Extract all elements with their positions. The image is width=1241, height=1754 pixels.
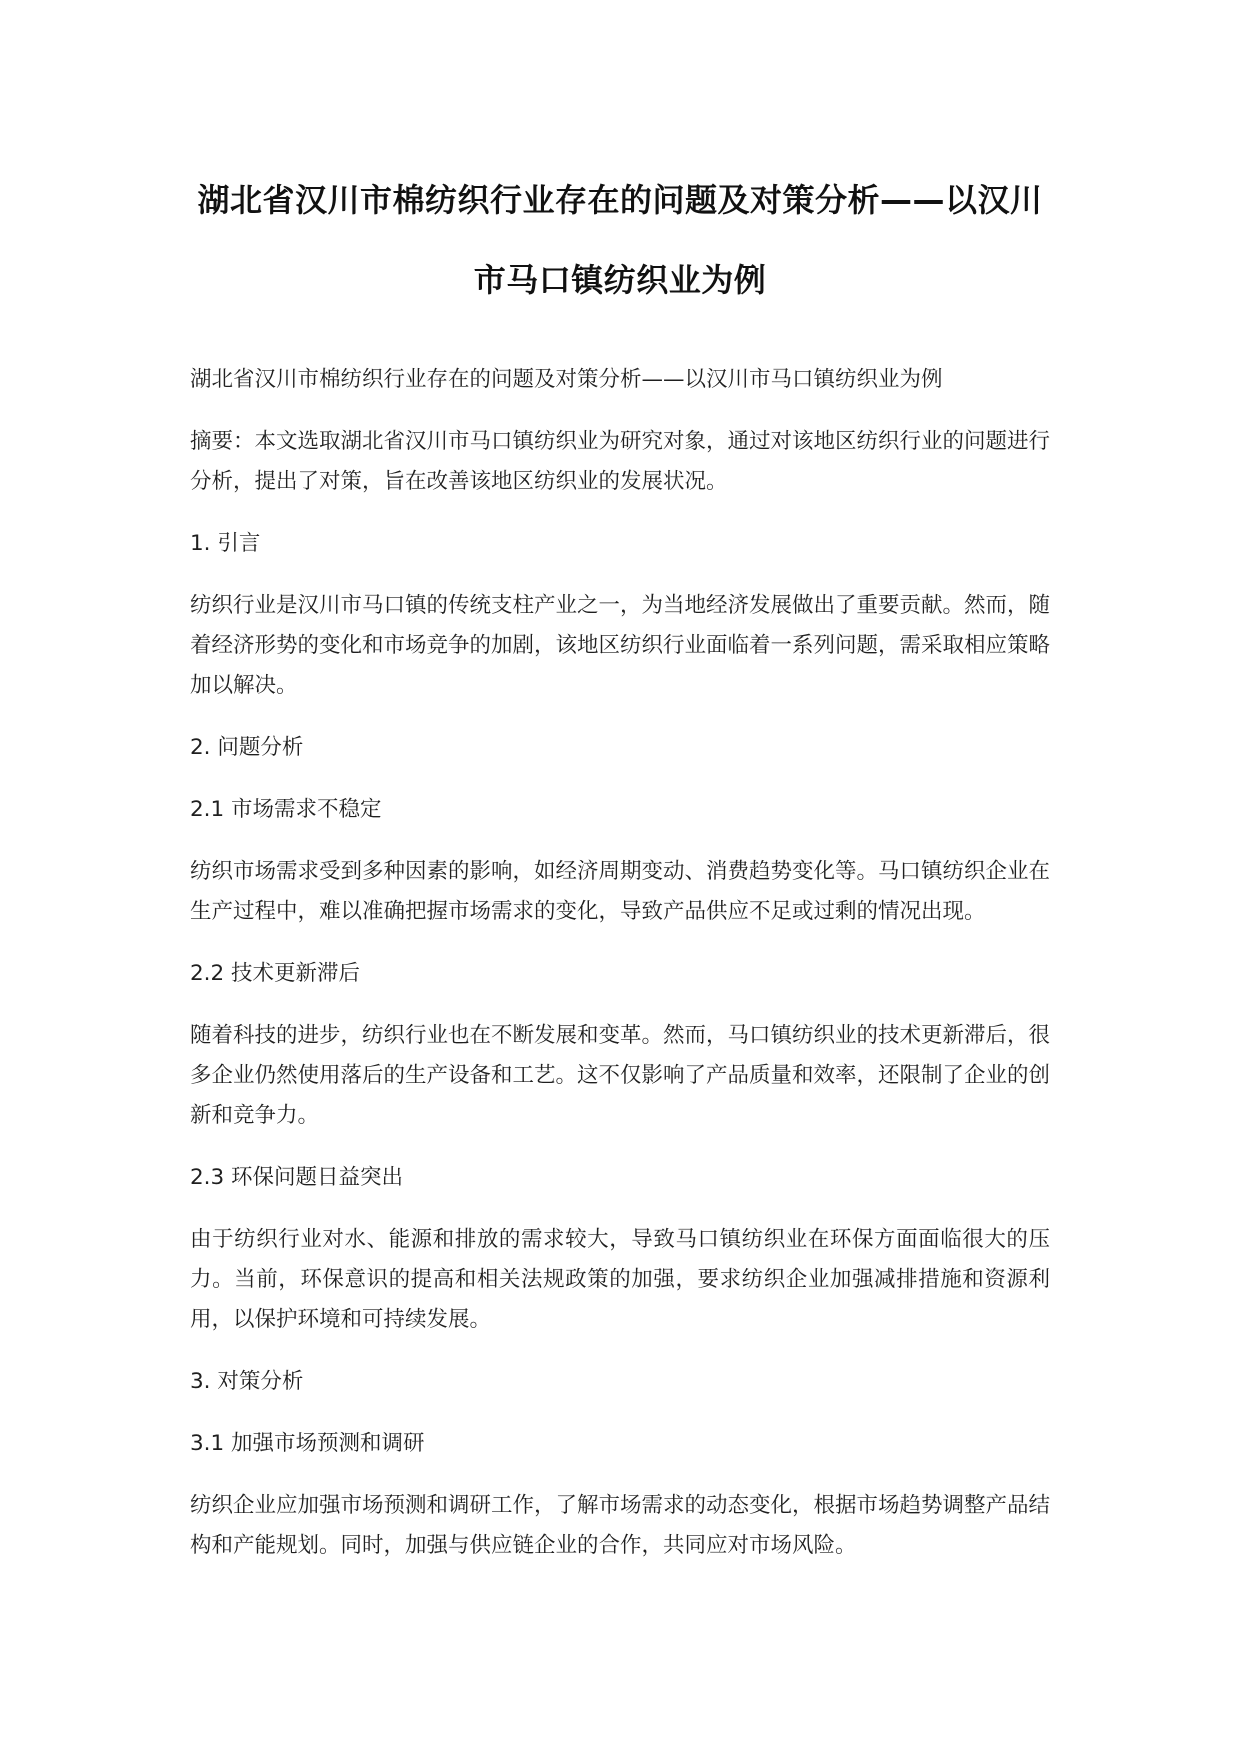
introduction-paragraph: 纺织行业是汉川市马口镇的传统支柱产业之一，为当地经济发展做出了重要贡献。然而，随着经济形势的变化和市场竞争的加剧，该地区纺织行业面临着一系列问题，需采取相应策略加以解决。 [190,593,1051,698]
environment-paragraph: 由于纺织行业对水、能源和排放的需求较大，导致马口镇纺织业在环保方面面临很大的压力。当前，环保意识的提高和相关法规政策的加强，要求纺织企业加强减排措施和资源利用，以保护环境和可持续发展。 [190,1227,1050,1332]
market-research-paragraph: 纺织企业应加强市场预测和调研工作，了解市场需求的动态变化，根据市场趋势调整产品结构和产能规划。同时，加强与供应链企业的合作，共同应对市场风险。 [190,1493,1051,1558]
document-subtitle: 湖北省汉川市棉纺织行业存在的问题及对策分析——以汉川市马口镇纺织业为例 [190,367,943,392]
market-demand-paragraph: 纺织市场需求受到多种因素的影响，如经济周期变动、消费趋势变化等。马口镇纺织企业在生产过程中，难以准确把握市场需求的变化，导致产品供应不足或过剩的情况出现。 [190,859,1051,924]
subsection-heading-market-demand: 2.1 市场需求不稳定 [190,797,382,822]
section-heading-problem-analysis: 2. 问题分析 [190,735,304,760]
section-heading-countermeasures: 3. 对策分析 [190,1369,304,1394]
subsection-heading-technology-lag: 2.2 技术更新滞后 [190,961,361,986]
abstract-paragraph: 摘要：本文选取湖北省汉川市马口镇纺织业为研究对象，通过对该地区纺织行业的问题进行分析，提出了对策，旨在改善该地区纺织业的发展状况。 [190,429,1051,494]
subsection-heading-environment: 2.3 环保问题日益突出 [190,1165,404,1190]
document-page [190,160,1050,1588]
section-heading-introduction: 1. 引言 [190,531,261,556]
technology-lag-paragraph: 随着科技的进步，纺织行业也在不断发展和变革。然而，马口镇纺织业的技术更新滞后，很多企业仍然使用落后的生产设备和工艺。这不仅影响了产品质量和效率，还限制了企业的创新和竞争力。 [190,1023,1051,1128]
document-title: 湖北省汉川市棉纺织行业存在的问题及对策分析——以汉川市马口镇纺织业为例 [197,181,1043,299]
subsection-heading-market-research: 3.1 加强市场预测和调研 [190,1431,425,1456]
